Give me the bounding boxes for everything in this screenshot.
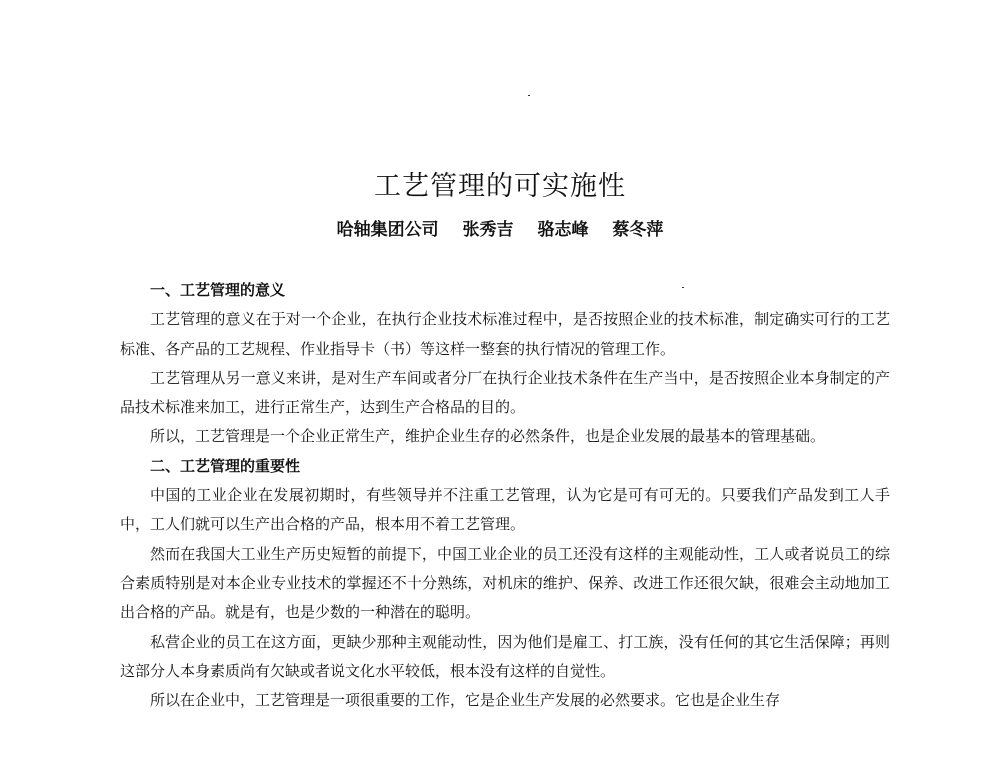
author-name: 骆志峰 bbox=[537, 220, 589, 240]
author-line bbox=[0, 215, 1000, 240]
paragraph: 中国的工业企业在发展初期时，有些领导并不注重工艺管理，认为它是可有可无的。只要我们产品发到工人手中，工人们就可以生产出合格的产品，根本用不着工艺管理。 bbox=[120, 486, 890, 534]
author-name: 张秀吉 bbox=[462, 220, 514, 240]
author-affiliation: 哈轴集团公司 bbox=[336, 220, 439, 240]
paragraph: 工艺管理的意义在于对一个企业，在执行企业技术标准过程中，是否按照企业的技术标准，制定确实可行的工艺标准、各产品的工艺规程、作业指导卡（书）等这样一整套的执行情况的管理工作。 bbox=[120, 310, 890, 358]
paragraph: 所以在企业中，工艺管理是一项很重要的工作，它是企业生产发展的必然要求。它也是企业生存 bbox=[150, 691, 781, 710]
section-heading: 二、工艺管理的重要性 bbox=[150, 456, 301, 475]
scan-speck bbox=[528, 95, 530, 96]
article-body bbox=[120, 276, 890, 715]
section-heading: 一、工艺管理的意义 bbox=[150, 281, 286, 299]
paragraph: 工艺管理从另一意义来讲，是对生产车间或者分厂在执行企业技术条件在生产当中，是否按照企业本身制定的产品技术标准来加工，进行正常生产，达到生产合格品的目的。 bbox=[120, 368, 890, 417]
paragraph: 私营企业的员工在这方面，更缺少那种主观能动性，因为他们是雇工、打工族，没有任何的其它生活保障；再则这部分人本身素质尚有欠缺或者说文化水平较低，根本没有这样的自觉性。 bbox=[120, 632, 890, 680]
article-title: 工艺管理的可实施性 bbox=[374, 171, 626, 203]
author-name: 蔡冬萍 bbox=[612, 220, 664, 240]
paragraph: 然而在我国大工业生产历史短暂的前提下，中国工业企业的员工还没有这样的主观能动性，工人或者说员工的综合素质特别是对本企业专业技术的掌握还不十分熟练，对机床的维护、保养、改进工作还很欠缺，很难会主动地加工出合格的产品。就是有，也是少数的一种潜在的聪明。 bbox=[120, 544, 890, 622]
paragraph: 所以，工艺管理是一个企业正常生产，维护企业生存的必然条件，也是企业发展的最基本的管理基础。 bbox=[150, 427, 826, 446]
